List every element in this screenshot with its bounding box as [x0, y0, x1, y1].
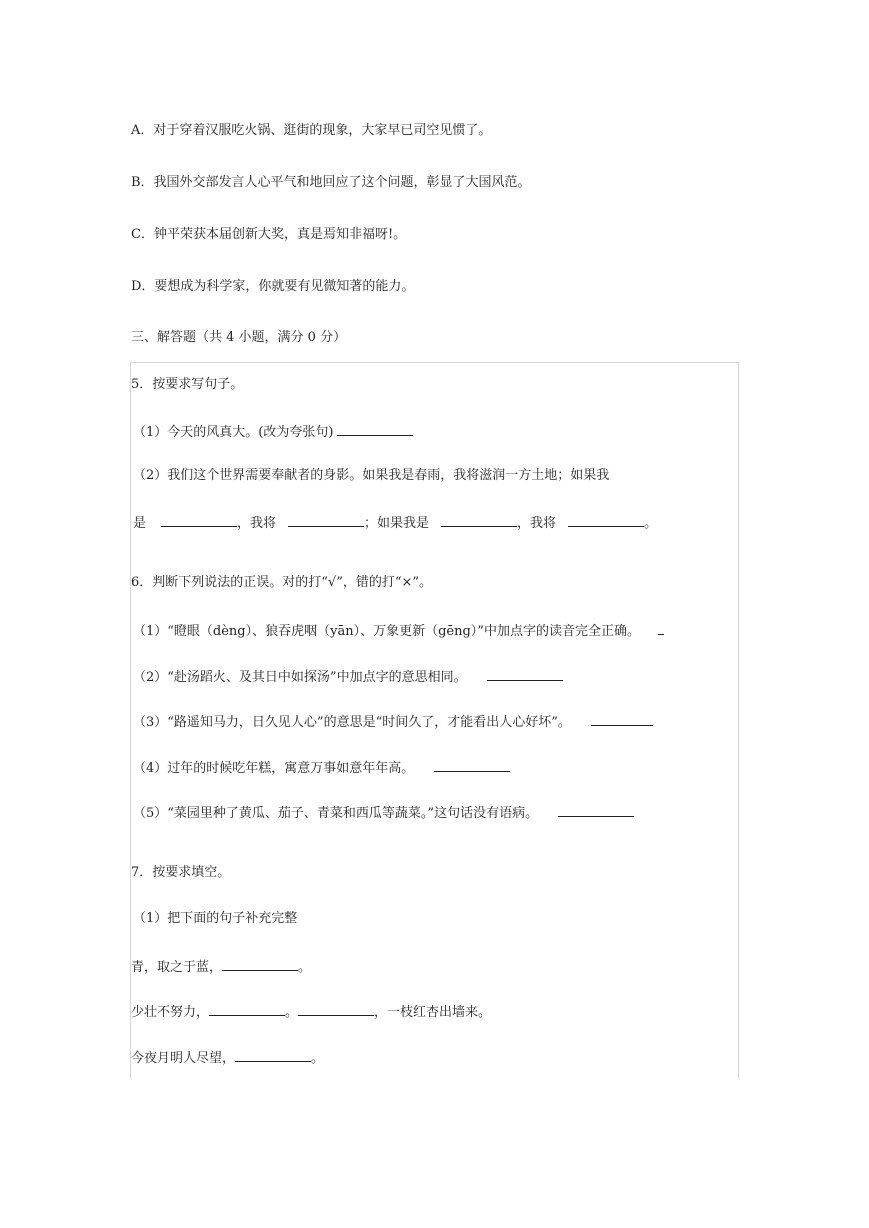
q7-line-1	[131, 956, 311, 977]
q6-item-1	[133, 620, 664, 641]
q7-line-2	[131, 1001, 491, 1022]
q6-item-2-text: （2）“赴汤蹈火、及其日中如探汤”中加点字的意思相同。	[133, 670, 467, 685]
q6-item-4-blank[interactable]	[434, 757, 510, 772]
q6-item-2	[133, 666, 563, 687]
q5-title: 5．按要求写句子。	[131, 377, 244, 392]
q5-sentence-1	[133, 421, 413, 442]
q7-l2-text-1: 少壮不努力，	[131, 1005, 210, 1020]
q6-item-1-blank[interactable]	[658, 620, 664, 635]
q6-item-3-text: （3）“路遥知马力，日久见人心”的意思是“时间久了，才能看出人心好坏”。	[133, 715, 571, 730]
q7-sub1: （1）把下面的句子补充完整	[133, 911, 298, 926]
q7-title: 7．按要求填空。	[131, 865, 231, 880]
q7-l2-blank-2[interactable]	[298, 1001, 374, 1016]
q7-l1-text-2: 。	[298, 960, 312, 975]
q6-item-1-text: （1）“瞪眼（dèng）、狼吞虎咽（yān）、万象更新（gēng）”中加点字的读音完全正确。	[133, 624, 640, 639]
q5-s1-blank[interactable]	[337, 421, 413, 436]
q5-s2b-blank-2[interactable]	[288, 512, 364, 527]
q7-l3-text-1: 今夜月明人尽望，	[131, 1051, 236, 1066]
q5-sentence-2: （2）我们这个世界需要奉献者的身影。如果我是春雨，我将滋润一方土地；如果我	[133, 468, 610, 483]
q7-l3-blank-1[interactable]	[235, 1047, 311, 1062]
q6-title: 6．判断下列说法的正误。对的打“√”，错的打“×”。	[131, 575, 433, 590]
q5-s2b-text-1: 是	[133, 516, 147, 531]
section-title: 三、解答题（共 4 小题，满分 0 分）	[131, 330, 347, 345]
q7-l2-text-2: 。	[285, 1005, 299, 1020]
q7-line-3	[131, 1047, 324, 1068]
option-d: D．要想成为科学家，你就要有见微知著的能力。	[131, 279, 415, 294]
q7-l2-text-3: ，一枝红杏出墙来。	[374, 1005, 492, 1020]
q7-l3-text-2: 。	[311, 1051, 325, 1066]
q6-item-3	[133, 711, 653, 732]
q7-l1-text-1: 青，取之于蓝，	[131, 960, 223, 975]
q6-item-3-blank[interactable]	[591, 711, 653, 726]
q6-item-4	[133, 757, 510, 778]
q6-item-4-text: （4）过年的时候吃年糕，寓意万事如意年年高。	[133, 761, 415, 776]
option-a: A．对于穿着汉服吃火锅、逛街的现象，大家早已司空见惯了。	[131, 123, 492, 138]
q7-l2-blank-1[interactable]	[209, 1001, 285, 1016]
q5-s2b-text-5: 。	[644, 516, 658, 531]
q5-sentence-2b	[133, 512, 657, 533]
q5-s1-text: （1）今天的风真大。(改为夸张句)	[133, 425, 334, 440]
q6-item-5-blank[interactable]	[558, 802, 634, 817]
q5-s2b-blank-3[interactable]	[441, 512, 517, 527]
q7-l1-blank-1[interactable]	[222, 956, 298, 971]
q5-s2b-blank-1[interactable]	[161, 512, 237, 527]
q5-s2b-text-2: ，我将	[237, 516, 277, 531]
q6-item-5	[133, 802, 634, 823]
q5-s2b-blank-4[interactable]	[568, 512, 644, 527]
option-b: B．我国外交部发言人心平气和地回应了这个问题，彰显了大国风范。	[131, 175, 531, 190]
q5-s2b-text-4: ，我将	[517, 516, 557, 531]
q5-s2b-text-3: ；如果我是	[364, 516, 430, 531]
option-c: C．钟平荣获本届创新大奖，真是焉知非福呀!。	[131, 227, 407, 242]
q6-item-2-blank[interactable]	[487, 666, 563, 681]
q6-item-5-text: （5）“菜园里种了黄瓜、茄子、青菜和西瓜等蔬菜。”这句话没有语病。	[133, 806, 539, 821]
